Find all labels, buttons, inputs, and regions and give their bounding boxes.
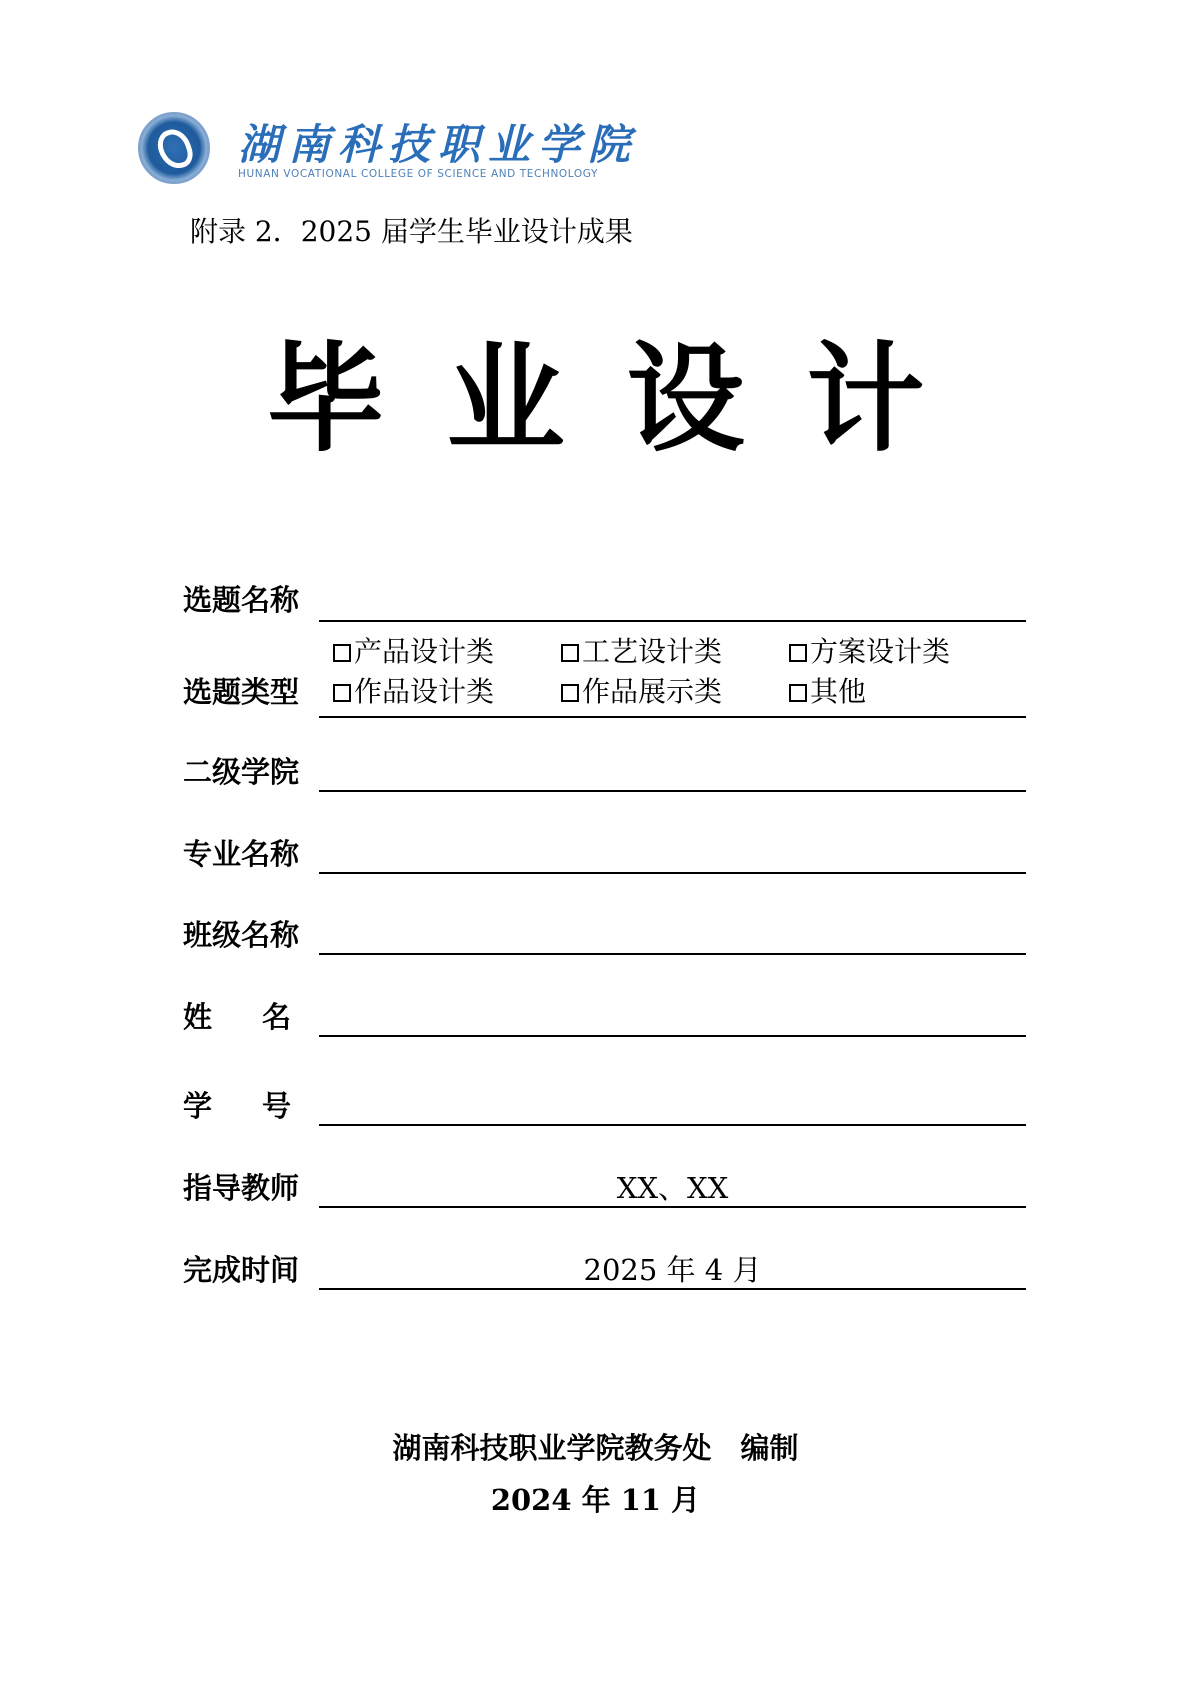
topic-type-option[interactable]: 作品设计类 xyxy=(333,670,494,710)
topic-type-option[interactable]: 作品展示类 xyxy=(561,670,722,710)
issuing-office: 湖南科技职业学院教务处 编制 xyxy=(392,1431,799,1465)
completion-underline xyxy=(319,1288,1026,1290)
topic-type-option[interactable]: 其他 xyxy=(789,670,866,710)
student-id-underline xyxy=(319,1124,1026,1126)
checkbox-icon[interactable] xyxy=(333,644,351,662)
major-underline xyxy=(319,872,1026,874)
topic-type-option[interactable]: 产品设计类 xyxy=(333,630,494,670)
topic-type-option[interactable]: 方案设计类 xyxy=(789,630,950,670)
name-label: 姓名 xyxy=(183,1000,342,1034)
advisor-label: 指导教师 xyxy=(183,1171,300,1205)
college-logo xyxy=(138,112,639,192)
checkbox-icon[interactable] xyxy=(561,644,579,662)
college-emblem-icon xyxy=(138,112,210,184)
name-underline xyxy=(319,1035,1026,1037)
document-title: 毕业设计 xyxy=(266,329,987,468)
college-name-en: HUNAN VOCATIONAL COLLEGE OF SCIENCE AND TECHNOLOGY xyxy=(238,168,598,180)
topic-type-underline xyxy=(319,716,1026,718)
completion-label: 完成时间 xyxy=(183,1253,300,1287)
advisor-value: XX、XX xyxy=(616,1171,729,1205)
student-id-label: 学号 xyxy=(183,1089,342,1123)
class-underline xyxy=(319,953,1026,955)
advisor-underline xyxy=(319,1206,1026,1208)
checkbox-icon[interactable] xyxy=(789,644,807,662)
topic-name-label: 选题名称 xyxy=(183,583,300,617)
major-label: 专业名称 xyxy=(183,837,300,871)
topic-name-underline xyxy=(319,620,1026,622)
college-name-cn: 湖南科技职业学院 xyxy=(238,120,639,169)
class-label: 班级名称 xyxy=(183,918,300,952)
appendix-title: 附录 2．2025 届学生毕业设计成果 xyxy=(190,215,633,248)
topic-type-label: 选题类型 xyxy=(183,675,300,709)
checkbox-icon[interactable] xyxy=(561,684,579,702)
checkbox-icon[interactable] xyxy=(333,684,351,702)
checkbox-icon[interactable] xyxy=(789,684,807,702)
topic-type-option[interactable]: 工艺设计类 xyxy=(561,630,722,670)
issue-date: 2024 年 11 月 xyxy=(490,1483,701,1517)
completion-value: 2025 年 4 月 xyxy=(583,1253,762,1287)
college-underline xyxy=(319,790,1026,792)
college-label: 二级学院 xyxy=(183,755,300,789)
